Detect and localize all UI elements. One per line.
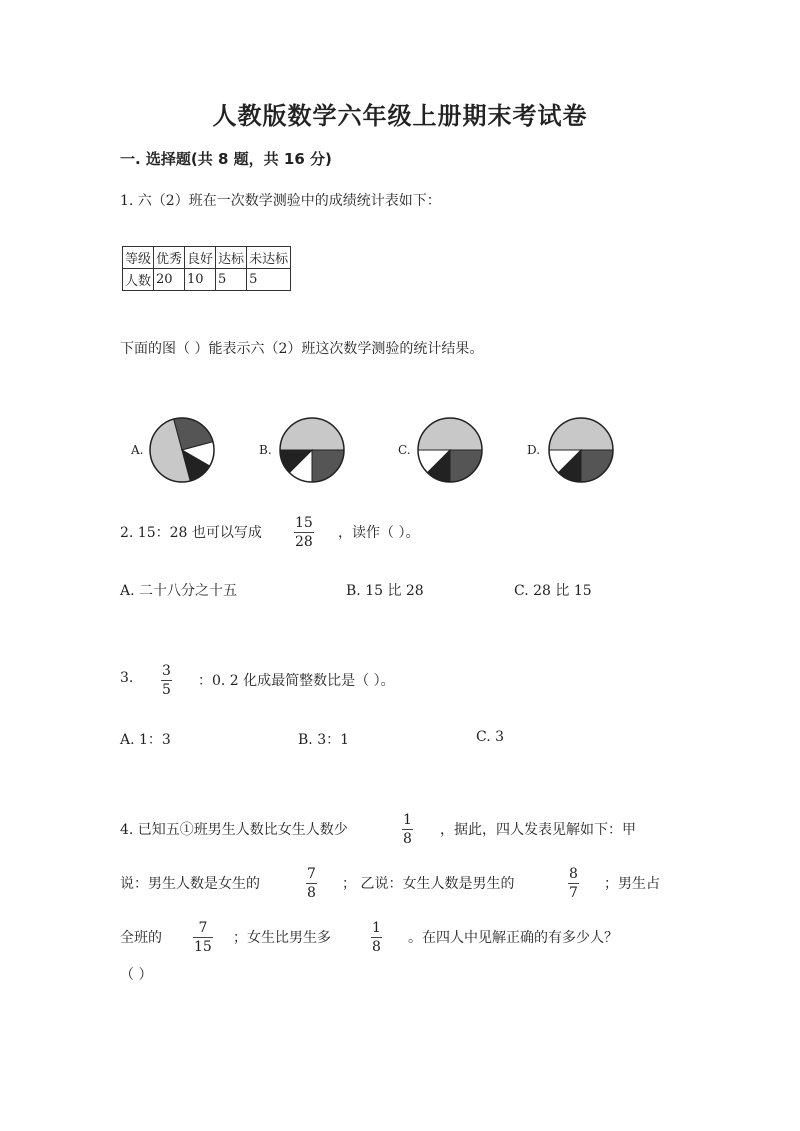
- denominator: 15: [194, 939, 212, 955]
- fraction-bar: [161, 680, 172, 681]
- numerator: 7: [307, 866, 316, 882]
- q2-option-c: C. 28 比 15: [514, 583, 592, 599]
- q4-line3-b: ；女生比男生多: [233, 930, 331, 946]
- table-cell: 良好: [185, 247, 216, 269]
- numerator: 3: [162, 663, 171, 679]
- numerator: 1: [403, 812, 412, 828]
- fraction-bar: [294, 532, 314, 533]
- table-cell: 人数: [123, 269, 154, 291]
- score-table: [122, 246, 291, 291]
- q3-option-c: C. 3: [476, 729, 505, 745]
- pie-chart-b: [278, 416, 346, 484]
- fraction-bar: [568, 883, 579, 884]
- pie-slice: [549, 418, 613, 450]
- q4-line2-a: 说：男生人数是女生的: [120, 876, 260, 892]
- fraction: [371, 920, 382, 955]
- fraction: [568, 866, 579, 901]
- denominator: 28: [295, 534, 313, 550]
- q1-prompt: 下面的图（ ）能表示六（2）班这次数学测验的统计结果。: [120, 341, 484, 357]
- fraction-bar: [402, 829, 413, 830]
- q4-answer-blank[interactable]: （ ）: [120, 967, 153, 983]
- option-c-label: C.: [398, 443, 411, 457]
- table-row: [123, 269, 291, 291]
- fraction-bar: [371, 937, 382, 938]
- numerator: 1: [372, 920, 381, 936]
- table-cell: 等级: [123, 247, 154, 269]
- denominator: 7: [569, 885, 578, 901]
- page-title: 人教版数学六年级上册期末考试卷: [212, 102, 588, 130]
- numerator: 8: [569, 866, 578, 882]
- table-cell: 5: [216, 269, 247, 291]
- table-cell: 未达标: [247, 247, 291, 269]
- option-d-label: D.: [527, 443, 541, 457]
- numerator: 15: [295, 515, 313, 531]
- q3-option-a: A. 1：3: [120, 732, 171, 748]
- denominator: 8: [307, 885, 316, 901]
- q4-line3-c: 。在四人中见解正确的有多少人？: [408, 930, 618, 946]
- denominator: 5: [162, 682, 171, 698]
- fraction: [402, 812, 413, 847]
- option-b-label: B.: [259, 443, 272, 457]
- denominator: 8: [372, 939, 381, 955]
- q1-stem: 1. 六（2）班在一次数学测验中的成绩统计表如下：: [120, 193, 441, 209]
- denominator: 8: [403, 831, 412, 847]
- q4-line1-prefix: 4. 已知五①班男生人数比女生人数少: [120, 822, 348, 838]
- numerator: 7: [198, 920, 208, 936]
- pie-chart-d: [547, 416, 615, 484]
- section-heading: 一. 选择题(共 8 题，共 16 分): [120, 150, 332, 168]
- pie-chart-c: [416, 416, 484, 484]
- table-cell: 5: [247, 269, 291, 291]
- table-cell: 优秀: [154, 247, 185, 269]
- pie-chart-a: [148, 416, 216, 484]
- pie-slice: [418, 418, 482, 450]
- fraction: [193, 920, 213, 955]
- fraction: [294, 515, 314, 550]
- fraction-bar: [306, 883, 317, 884]
- fraction: [161, 663, 172, 698]
- q4-line1-suffix: ，据此，四人发表见解如下：甲: [440, 822, 636, 838]
- table-row: [123, 247, 291, 269]
- q4-line3-a: 全班的: [120, 930, 162, 946]
- option-a-label: A.: [131, 443, 144, 457]
- q2-option-b: B. 15 比 28: [346, 583, 424, 599]
- fraction-bar: [193, 937, 213, 938]
- fraction: [306, 866, 317, 901]
- q4-line2-b: ； 乙说：女生人数是男生的: [342, 876, 515, 892]
- q3-suffix: ：0. 2 化成最简整数比是（ ）。: [198, 673, 395, 689]
- q2-prefix: 2. 15：28 也可以写成: [120, 525, 262, 541]
- q2-suffix: ，读作（ ）。: [338, 525, 420, 541]
- table-cell: 20: [154, 269, 185, 291]
- table-cell: 达标: [216, 247, 247, 269]
- q3-option-b: B. 3：1: [298, 732, 350, 748]
- q3-prefix: 3.: [120, 670, 134, 686]
- table-cell: 10: [185, 269, 216, 291]
- q4-line2-c: ；男生占: [604, 876, 660, 892]
- pie-slice: [280, 418, 344, 450]
- q2-option-a: A. 二十八分之十五: [120, 583, 238, 599]
